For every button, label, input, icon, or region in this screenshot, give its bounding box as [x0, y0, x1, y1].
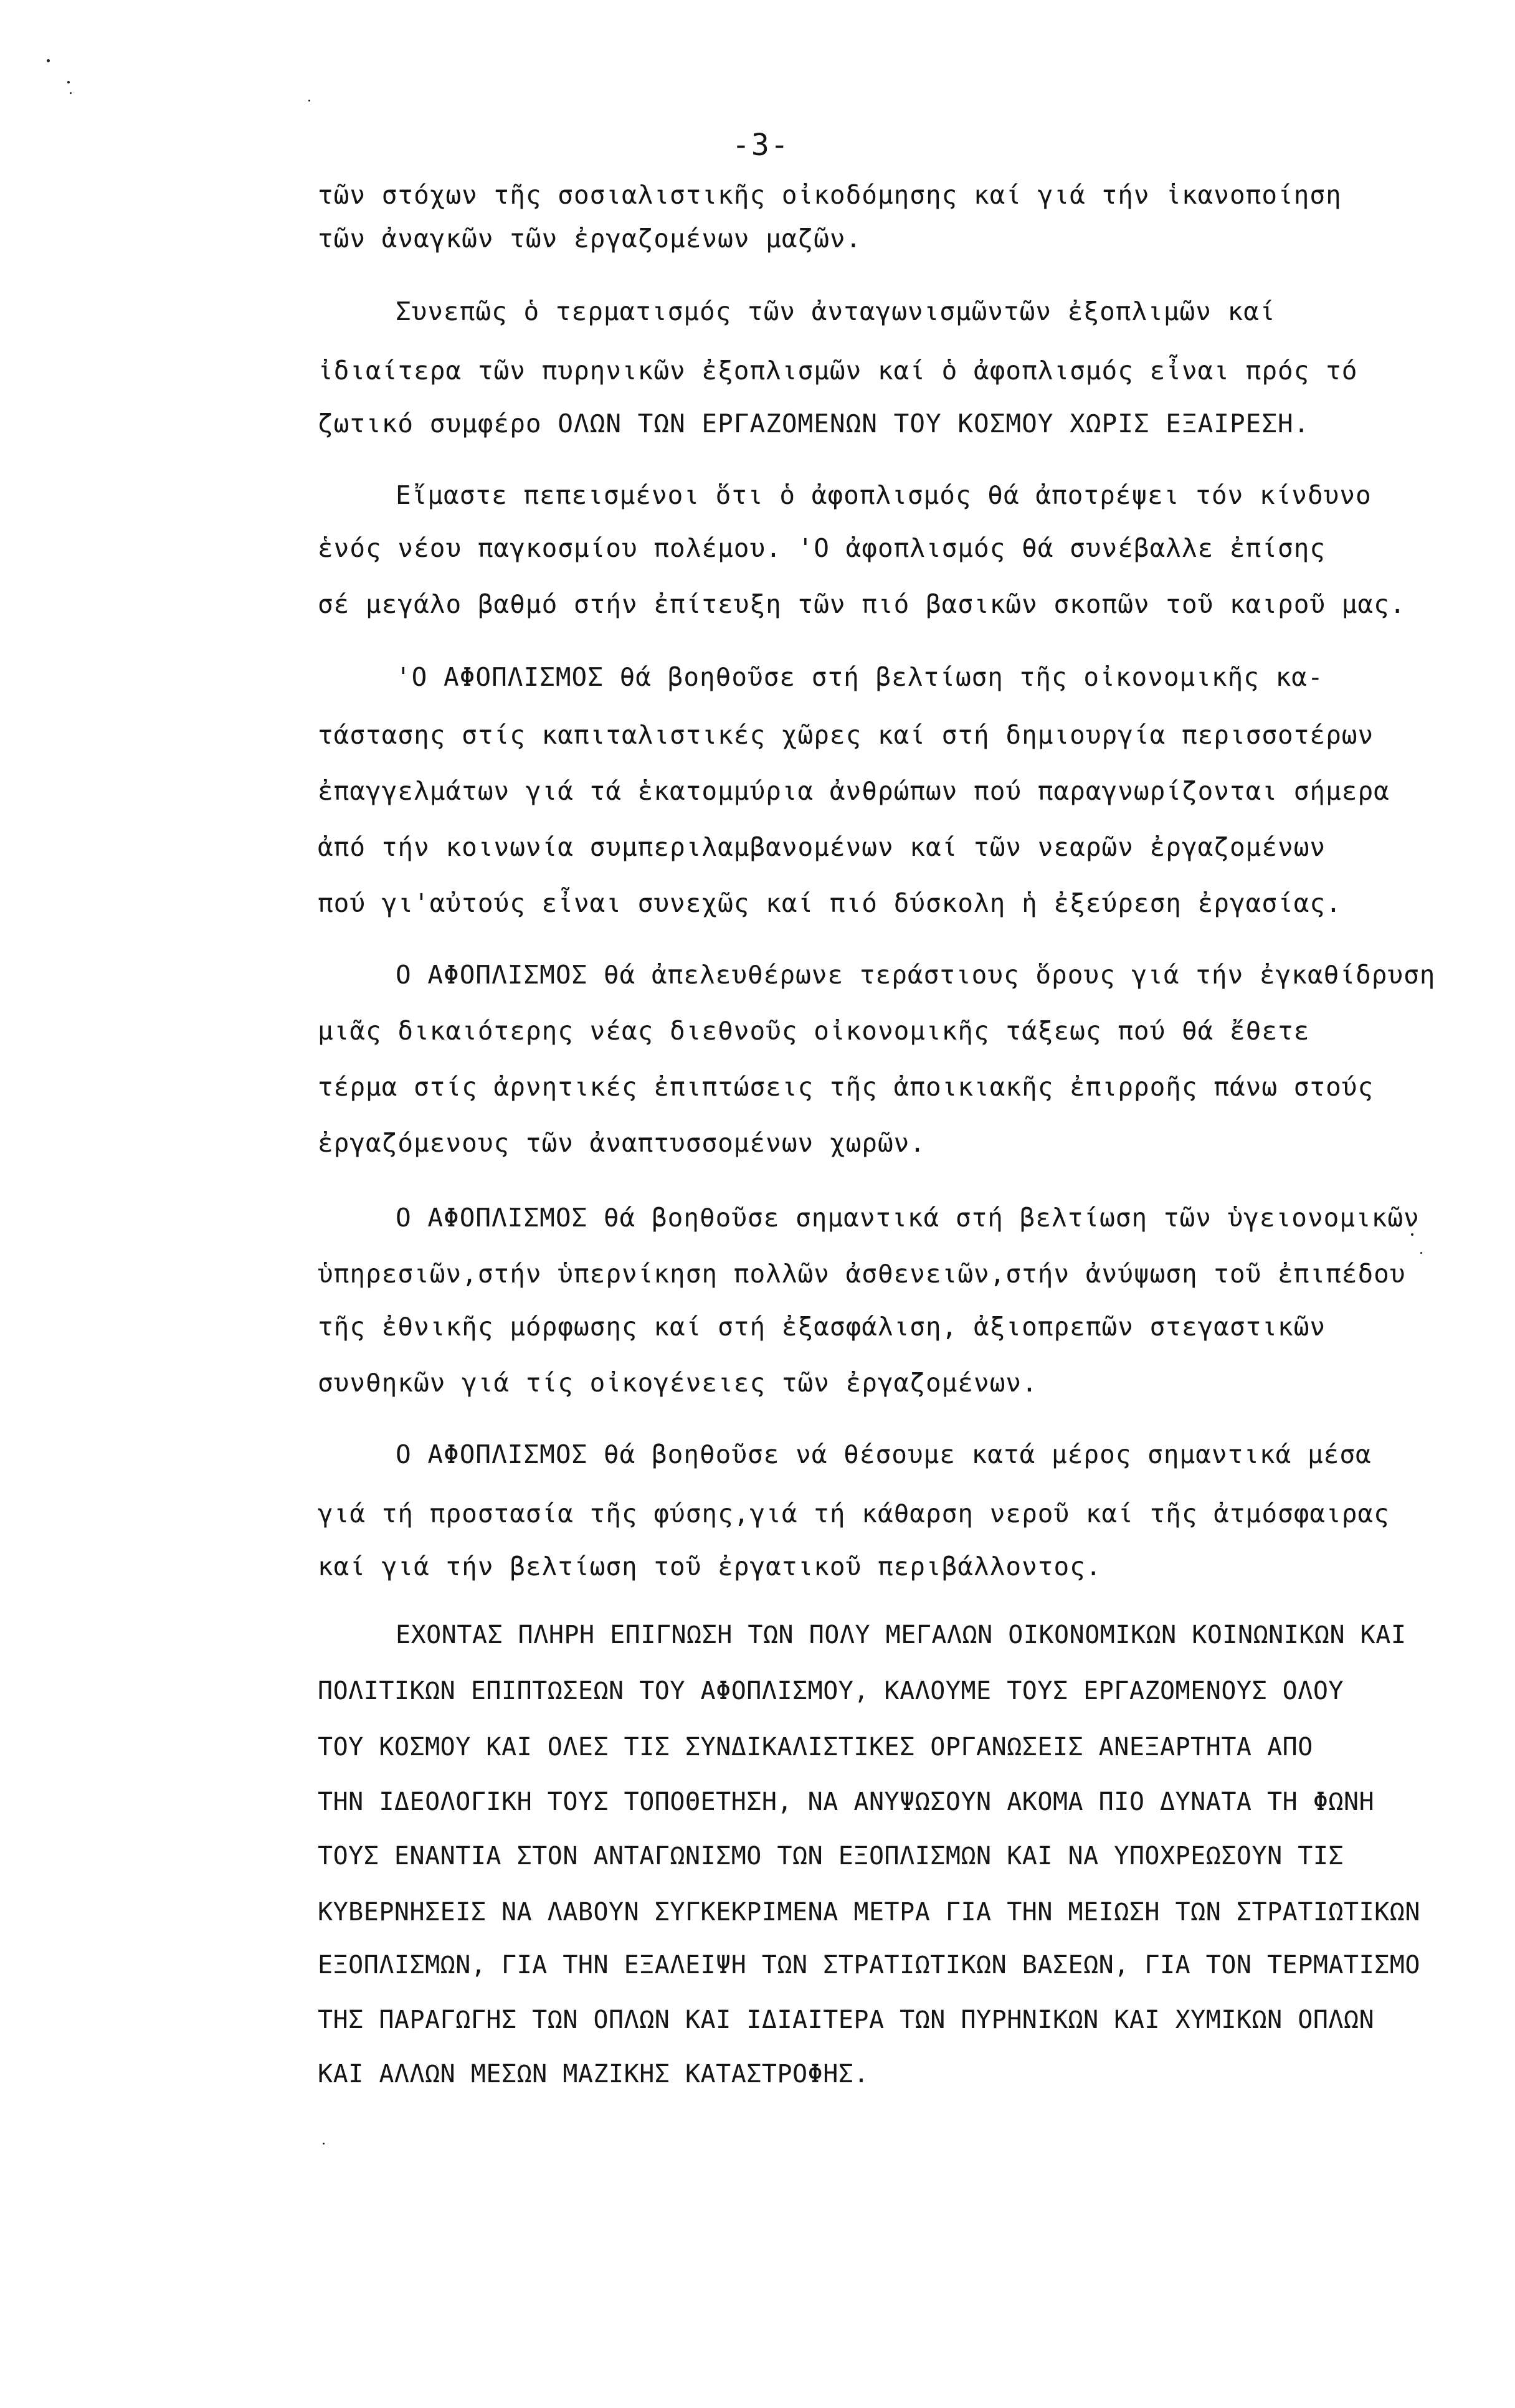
text-line: ἰδιαίτερα τῶν πυρηνικῶν ἐξοπλισμῶν καί ὁ ἀφοπλισμός εἶναι πρός τό	[318, 356, 1358, 386]
text-line: 'Ο ΑΦΟΠΛΙΣΜΟΣ θά βοηθοῦσε στή βελτίωση τῆς οἰκονομικῆς κα-	[396, 662, 1324, 692]
text-line: Ο ΑΦΟΠΛΙΣΜΟΣ θά βοηθοῦσε νά θέσουμε κατά μέρος σημαντικά μέσα	[396, 1439, 1372, 1469]
text-line: ΤΟΥΣ ΕΝΑΝΤΙΑ ΣΤΟΝ ΑΝΤΑΓΩΝΙΣΜΟ ΤΩΝ ΕΞΟΠΛΙΣΜΩΝ ΚΑΙ ΝΑ ΥΠΟΧΡΕΩΣΟΥΝ ΤΙΣ	[318, 1842, 1344, 1870]
text-line: ΚΥΒΕΡΝΗΣΕΙΣ ΝΑ ΛΑΒΟΥΝ ΣΥΓΚΕΚΡΙΜΕΝΑ ΜΕΤΡΑ ΓΙΑ ΤΗΝ ΜΕΙΩΣΗ ΤΩΝ ΣΤΡΑΤΙΩΤΙΚΩΝ	[318, 1898, 1420, 1927]
text-line: συνθηκῶν γιά τίς οἰκογένειες τῶν ἐργαζομένων.	[318, 1368, 1038, 1398]
scan-speck	[1420, 1252, 1422, 1254]
text-line: Συνεπῶς ὁ τερματισμός τῶν ἀνταγωνισμῶντῶν ἐξοπλιμῶν καί	[396, 296, 1276, 326]
scan-speck	[323, 2143, 325, 2145]
text-line: ΠΟΛΙΤΙΚΩΝ ΕΠΙΠΤΩΣΕΩΝ ΤΟΥ ΑΦΟΠΛΙΣΜΟΥ, ΚΑΛΟΥΜΕ ΤΟΥΣ ΕΡΓΑΖΟΜΕΝΟΥΣ ΟΛΟΥ	[318, 1677, 1344, 1705]
text-line: μιᾶς δικαιότερης νέας διεθνοῦς οἰκονομικῆς τάξεως πού θά ἔθετε	[318, 1016, 1310, 1046]
scan-speck	[1411, 1233, 1413, 1236]
scan-speck	[70, 92, 72, 94]
text-line: τέρμα στίς ἀρνητικές ἐπιπτώσεις τῆς ἀποικιακῆς ἐπιρροῆς πάνω στούς	[318, 1072, 1374, 1102]
text-line: ὑπηρεσιῶν,στήν ὑπερνίκηση πολλῶν ἀσθενειῶν,στήν ἀνύψωση τοῦ ἐπιπέδου	[318, 1259, 1406, 1289]
text-line: καί γιά τήν βελτίωση τοῦ ἐργατικοῦ περιβάλλοντος.	[318, 1552, 1102, 1581]
text-line: τῶν ἀναγκῶν τῶν ἐργαζομένων μαζῶν.	[318, 224, 862, 254]
text-line: τάστασης στίς καπιταλιστικές χῶρες καί στή δημιουργία περισσοτέρων	[318, 720, 1374, 750]
text-line: σέ μεγάλο βαθμό στήν ἐπίτευξη τῶν πιό βασικῶν σκοπῶν τοῦ καιροῦ μας.	[318, 589, 1406, 619]
scan-speck	[67, 81, 70, 83]
text-line: Εἴμαστε πεπεισμένοι ὅτι ὁ ἀφοπλισμός θά ἀποτρέψει τόν κίνδυνο	[396, 480, 1372, 510]
text-line: ἑνός νέου παγκοσμίου πολέμου. 'Ο ἀφοπλισμός θά συνέβαλλε ἐπίσης	[318, 533, 1326, 563]
scan-speck	[47, 59, 50, 62]
text-line: Ο ΑΦΟΠΛΙΣΜΟΣ θά ἀπελευθέρωνε τεράστιους ὅρους γιά τήν ἐγκαθίδρυση	[396, 960, 1436, 990]
text-line: πού γι'αὐτούς εἶναι συνεχῶς καί πιό δύσκολη ἡ ἐξεύρεση ἐργασίας.	[318, 888, 1342, 918]
text-line: ΚΑΙ ΑΛΛΩΝ ΜΕΣΩΝ ΜΑΖΙΚΗΣ ΚΑΤΑΣΤΡΟΦΗΣ.	[318, 2060, 869, 2088]
text-line: ΤΟΥ ΚΟΣΜΟΥ ΚΑΙ ΟΛΕΣ ΤΙΣ ΣΥΝΔΙΚΑΛΙΣΤΙΚΕΣ ΟΡΓΑΝΩΣΕΙΣ ΑΝΕΞΑΡΤΗΤΑ ΑΠΟ	[318, 1733, 1313, 1761]
text-line: ΕΧΟΝΤΑΣ ΠΛΗΡΗ ΕΠΙΓΝΩΣΗ ΤΩΝ ΠΟΛΥ ΜΕΓΑΛΩΝ ΟΙΚΟΝΟΜΙΚΩΝ ΚΟΙΝΩΝΙΚΩΝ ΚΑΙ	[396, 1621, 1407, 1649]
text-line: τῆς ἐθνικῆς μόρφωσης καί στή ἐξασφάλιση, ἀξιοπρεπῶν στεγαστικῶν	[318, 1312, 1326, 1342]
scan-speck	[308, 100, 310, 102]
text-line: ΕΞΟΠΛΙΣΜΩΝ, ΓΙΑ ΤΗΝ ΕΞΑΛΕΙΨΗ ΤΩΝ ΣΤΡΑΤΙΩΤΙΚΩΝ ΒΑΣΕΩΝ, ΓΙΑ ΤΟΝ ΤΕΡΜΑΤΙΣΜΟ	[318, 1951, 1420, 1979]
text-line: ἐπαγγελμάτων γιά τά ἑκατομμύρια ἀνθρώπων πού παραγνωρίζονται σήμερα	[318, 776, 1390, 806]
text-line: ἀπό τήν κοινωνία συμπεριλαμβανομένων καί τῶν νεαρῶν ἐργαζομένων	[318, 832, 1326, 862]
text-line: γιά τή προστασία τῆς φύσης,γιά τή κάθαρση νεροῦ καί τῆς ἀτμόσφαιρας	[318, 1499, 1390, 1529]
text-line: ΤΗΝ ΙΔΕΟΛΟΓΙΚΗ ΤΟΥΣ ΤΟΠΟΘΕΤΗΣΗ, ΝΑ ΑΝΥΨΩΣΟΥΝ ΑΚΟΜΑ ΠΙΟ ΔΥΝΑΤΑ ΤΗ ΦΩΝΗ	[318, 1788, 1375, 1816]
text-line: ἐργαζόμενους τῶν ἀναπτυσσομένων χωρῶν.	[318, 1128, 926, 1158]
text-line: τῶν στόχων τῆς σοσιαλιστικῆς οἰκοδόμησης καί γιά τήν ἱκανοποίηση	[318, 180, 1342, 210]
page-number: -3-	[732, 128, 790, 163]
text-line: ΤΗΣ ΠΑΡΑΓΩΓΗΣ ΤΩΝ ΟΠΛΩΝ ΚΑΙ ΙΔΙΑΙΤΕΡΑ ΤΩΝ ΠΥΡΗΝΙΚΩΝ ΚΑΙ ΧΥΜΙΚΩΝ ΟΠΛΩΝ	[318, 2006, 1375, 2034]
text-line: ζωτικό συμφέρο ΟΛΩΝ ΤΩΝ ΕΡΓΑΖΟΜΕΝΩΝ ΤΟΥ ΚΟΣΜΟΥ ΧΩΡΙΣ ΕΞΑΙΡΕΣΗ.	[318, 409, 1310, 438]
text-line: Ο ΑΦΟΠΛΙΣΜΟΣ θά βοηθοῦσε σημαντικά στή βελτίωση τῶν ὑγειονομικῶν	[396, 1203, 1420, 1233]
